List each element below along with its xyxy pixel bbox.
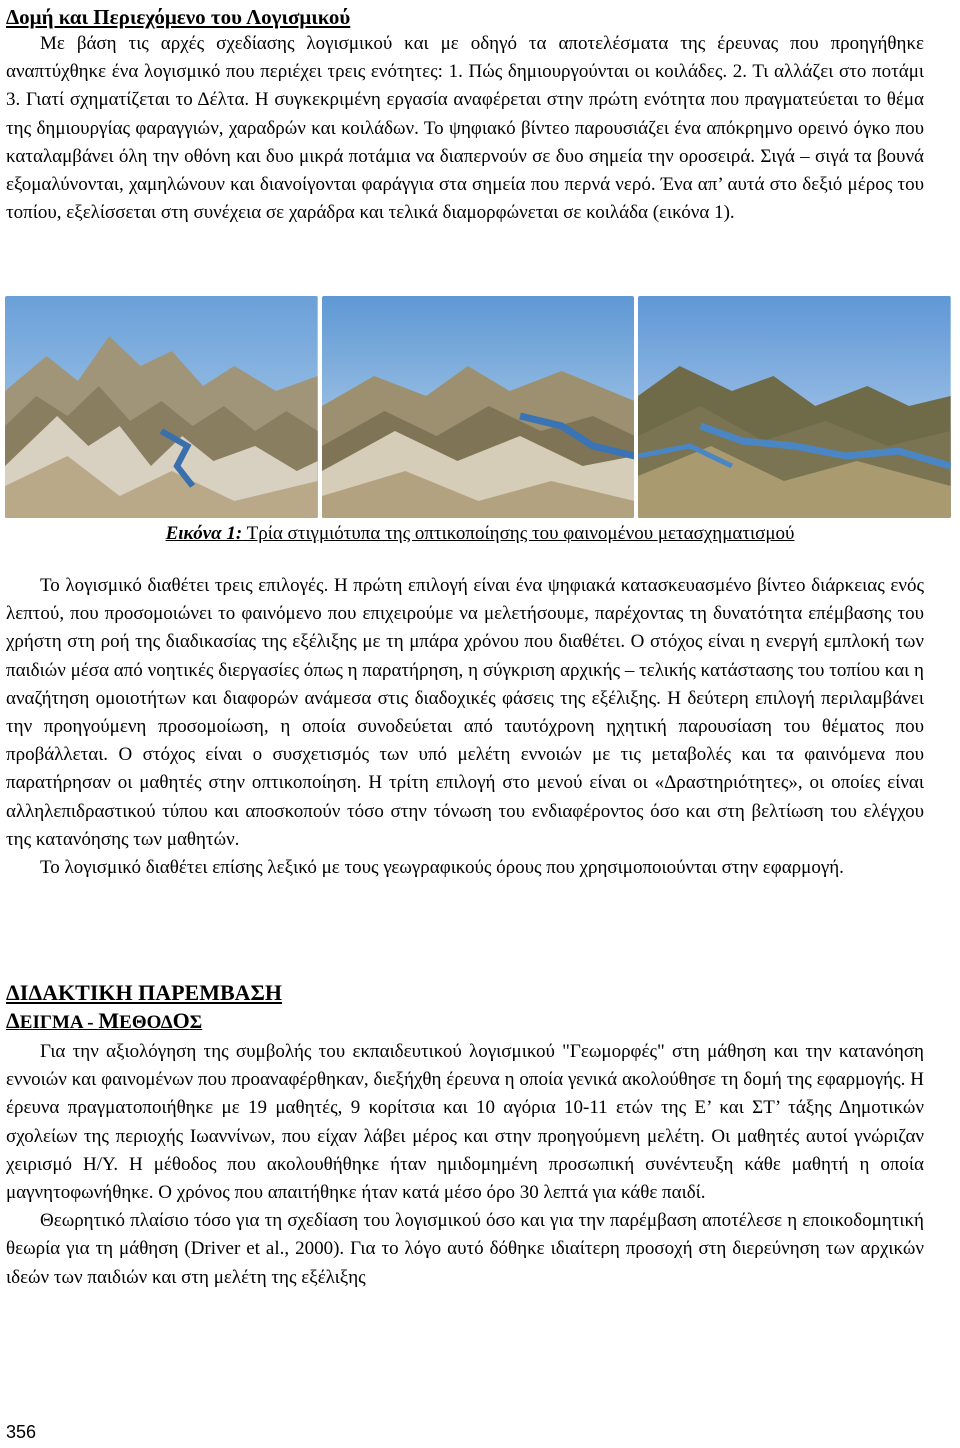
- paragraph: Για την αξιολόγηση της συμβολής του εκπαιδευτικού λογισμικού "Γεωμορφές" στη μάθηση και την κατανόηση εννοιών και φαινομένων που προαναφέρθηκαν, διεξήχθη έρευνα η οποία γενικά ακολούθησε τη δομή της εφαρμογής. Η έρευνα πραγματοποιήθηκε με 19 μαθητές, 9 κορίτσια και 10 αγόρια 10-11 ετών της Ε’ και ΣΤ’ τάξης Δημοτικών σχολείων της περιοχής Ιωαννίνων, που είχαν λάβει μέρος και στην προηγούμενη μελέτη. Οι μαθητές αυτοί γνώριζαν χειρισμό Η/Υ. Η μέθοδος που ακολουθήθηκε ήταν ημιδομημένη προσωπική συνέντευξη κάθε μαθητή η οποία μαγνητοφωνήθηκε. Ο χρόνος που απαιτήθηκε ήταν κατά μέσο όρο 30 λεπτά για κάθε παιδί.: [6, 1041, 924, 1204]
- landscape-screenshot-2: [322, 296, 635, 518]
- figure-images: [5, 296, 951, 518]
- figure-caption: [0, 520, 960, 548]
- section-structure: [6, 4, 924, 227]
- landscape-screenshot-1: [5, 296, 318, 518]
- paragraph: Με βάση τις αρχές σχεδίασης λογισμικού και με οδηγό τα αποτελέσματα της έρευνας που προηγήθηκε αναπτύχθηκε ένα λογισμικό που περιέχει τρεις ενότητες: 1. Πώς δημιουργούνται οι κοιλάδες. 2. Τι αλλάζει στο ποτάμι 3. Γιατί σχηματίζεται το Δέλτα. Η συγκεκριμένη εργασία αναφέρεται στην πρώτη ενότητα που πραγματεύεται το θέμα της δημιουργίας φαραγγιών, χαραδρών και κοιλάδων. Το ψηφιακό βίντεο παρουσιάζει ένα απόκρημνο ορεινό όγκο που καταλαμβάνει όλη την οθόνη και δυο μικρά ποτάμια να διαπερνούν σε δυο σημεία την οροσειρά. Σιγά – σιγά τα βουνά εξομαλύνονται, χαμηλώνουν και διανοίγονται φαράγγια στα σημεία που περνά νερό. Ένα απ’ αυτά στο δεξιό μέρος του τοπίου, εξελίσσεται στη συνέχεια σε χαράδρα και τελικά διαμορφώνεται σε κοιλάδα (εικόνα 1).: [6, 33, 924, 224]
- landscape-screenshot-3: [638, 296, 951, 518]
- page-number: 356: [6, 1422, 37, 1442]
- paragraph: Το λογισμικό διαθέτει τρεις επιλογές. Η πρώτη επιλογή είναι ένα ψηφιακά κατασκευασμένο βίντεο διάρκειας ενός λεπτού, που προσομοιώνει το φαινόμενο που επιχειρούμε να μελετήσουμε, παρέχοντας τη δυνατότητα επέμβασης του χρήστη στη ροή της διαδικασίας της εξέλιξης με τη μπάρα χρόνου που διαθέτει. Ο στόχος είναι η ενεργή εμπλοκή των παιδιών μέσα από νοητικές διεργασίες όπως η παρατήρηση, η σύγκριση αρχικής – τελικής κατάστασης του τοπίου και η αναζήτηση ομοιοτήτων και διαφορών ανάμεσα στις διαδοχικές φάσεις της εξέλιξης. Η δεύτερη επιλογή περιλαμβάνει την προηγούμενη προσομοίωση, η οποία συνοδεύεται από ταυτόχρονη ηχητική παρουσίαση του θέματος που προβάλλεται. Ο στόχος είναι ο συσχετισμός των υπό μελέτη εννοιών με τις μεταβολές και τα φαινόμενα που παρατήρησαν οι μαθητές στην οπτικοποίηση. Η τρίτη επιλογή στο μενού είναι οι «Δραστηριότητες», οι οποίες είναι αλληλεπιδραστικού τύπου και αποσκοπούν τόσο στην τόνωση του ενδιαφέροντος όσο και στη βελτίωση του ελέγχου της κατανόησης των μαθητών.: [6, 575, 924, 850]
- section-options: [6, 572, 924, 882]
- figure-label: Εικόνα 1:: [165, 523, 243, 544]
- subsection-heading: ΔΕΙΓΜΑ - ΜΕΘΟΔΟΣ: [6, 1008, 203, 1033]
- paragraph: Θεωρητικό πλαίσιο τόσο για τη σχεδίαση του λογισμικού όσο και για την παρέμβαση αποτέλεσε η εποικοδομητική θεωρία για τη μάθηση (Driver et al., 2000). Για το λόγο αυτό δόθηκε ιδιαίτερη προσοχή στη διερεύνηση των αρχικών ιδεών των παιδιών και στη μελέτη της εξέλιξης: [6, 1210, 924, 1288]
- section-heading: ΔΙΔΑΚΤΙΚΗ ΠΑΡΕΜΒΑΣΗ: [6, 980, 283, 1005]
- figure-caption-text: Τρία στιγμιότυπα της οπτικοποίησης του φαινομένου μετασχηματισμού: [242, 523, 795, 544]
- paragraph: Το λογισμικό διαθέτει επίσης λεξικό με τους γεωγραφικούς όρους που χρησιμοποιούνται στην εφαρμογή.: [40, 857, 844, 879]
- section-heading: Δομή και Περιεχόμενο του Λογισμικού: [6, 5, 351, 29]
- section-intervention: [6, 978, 924, 1292]
